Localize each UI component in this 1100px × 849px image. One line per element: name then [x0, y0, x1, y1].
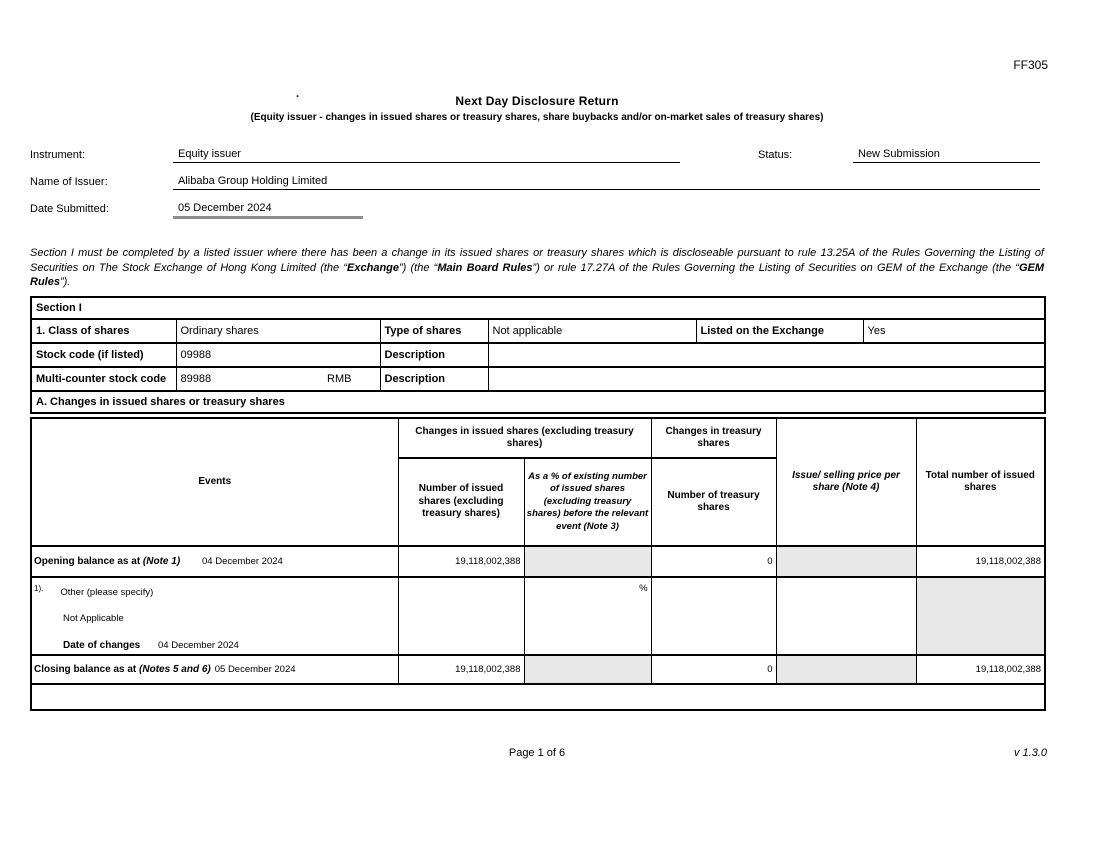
event-index: 1).	[34, 584, 44, 593]
events-column-header: Events	[31, 418, 398, 546]
opening-balance-row	[31, 546, 1045, 577]
event-pct-symbol: %	[524, 577, 651, 655]
changes-table	[30, 417, 1046, 711]
intro-paragraph	[30, 246, 1044, 290]
opening-num-treasury: 0	[651, 546, 776, 577]
event-row	[31, 577, 1045, 655]
form-code: FF305	[1013, 58, 1048, 72]
intro-term-gem-rules: GEM Rules	[30, 261, 1045, 289]
section-a-header: A. Changes in issued shares or treasury shares	[31, 391, 1045, 413]
opening-balance-note: (Note 1)	[142, 556, 181, 567]
event-description-cell	[31, 577, 398, 655]
event-type: Other (please specify)	[60, 587, 154, 598]
total-issued-column-header: Total number of issued shares	[916, 418, 1045, 546]
opening-balance-label: Opening balance as at	[34, 556, 143, 567]
date-submitted-field: 05 December 2024	[173, 201, 363, 219]
closing-balance-label-cell	[31, 655, 398, 684]
closing-num-issued: 19,118,002,388	[398, 655, 524, 684]
section1-header: Section I	[31, 297, 1045, 319]
intro-term-exchange: Exchange	[347, 261, 399, 274]
title-block	[30, 94, 1044, 123]
intro-part-4: ”).	[59, 276, 71, 289]
event-detail: Not Applicable	[63, 613, 124, 624]
multi-description-label: Description	[380, 367, 488, 391]
section1-table	[30, 296, 1046, 414]
intro-part-3: ”) or rule 17.27A of the Rules Governing the Listing of Securities on GEM of the Exchange (the “	[532, 261, 1019, 274]
opening-price-cell-shaded	[776, 546, 916, 577]
closing-pct-cell-shaded	[524, 655, 651, 684]
empty-row-cell	[31, 684, 1045, 710]
stock-code-value: 09988	[176, 343, 380, 367]
multi-counter-label: Multi-counter stock code	[31, 367, 176, 391]
page-number: Page 1 of 6	[508, 747, 566, 759]
closing-balance-note: (Notes 5 and 6)	[139, 664, 211, 675]
instrument-field: Equity issuer	[173, 147, 680, 163]
event-date: 04 December 2024	[158, 640, 239, 651]
listed-on-exchange-value: Yes	[863, 319, 1045, 343]
closing-num-treasury: 0	[651, 655, 776, 684]
issuer-field: Alibaba Group Holding Limited	[173, 174, 1040, 190]
stock-description-value	[488, 343, 1045, 367]
version-label: v 1.3.0	[1013, 747, 1047, 759]
opening-balance-label-cell	[31, 546, 398, 577]
opening-total: 19,118,002,388	[916, 546, 1045, 577]
instrument-label: Instrument:	[30, 149, 86, 161]
empty-row	[31, 684, 1045, 710]
event-num-issued	[398, 577, 524, 655]
opening-pct-cell-shaded	[524, 546, 651, 577]
class-of-shares-value: Ordinary shares	[176, 319, 380, 343]
multi-counter-currency: RMB	[327, 373, 352, 385]
opening-balance-date: 04 December 2024	[202, 556, 283, 567]
changes-treasury-group-header: Changes in treasury shares	[651, 418, 776, 458]
event-num-treasury	[651, 577, 776, 655]
stock-description-label: Description	[380, 343, 488, 367]
num-issued-column-header: Number of issued shares (excluding treasury shares)	[398, 458, 524, 546]
stray-dot-mark: .	[296, 88, 300, 100]
changes-issued-group-header: Changes in issued shares (excluding treasury shares)	[398, 418, 651, 458]
opening-num-issued: 19,118,002,388	[398, 546, 524, 577]
status-label: Status:	[758, 149, 793, 161]
listed-on-exchange-label: Listed on the Exchange	[696, 319, 863, 343]
status-field: New Submission	[853, 147, 1040, 163]
multi-counter-value-cell	[176, 367, 380, 391]
type-of-shares-value: Not applicable	[488, 319, 696, 343]
type-of-shares-label: Type of shares	[380, 319, 488, 343]
intro-term-main-board-rules: Main Board Rules	[437, 261, 533, 274]
closing-balance-row	[31, 655, 1045, 684]
date-submitted-label: Date Submitted:	[30, 203, 109, 215]
class-of-shares-label: 1. Class of shares	[31, 319, 176, 343]
event-date-label: Date of changes	[63, 640, 141, 651]
page-title: Next Day Disclosure Return	[455, 94, 619, 108]
closing-balance-date: 05 December 2024	[214, 664, 296, 675]
event-price	[776, 577, 916, 655]
multi-description-value	[488, 367, 1045, 391]
pct-existing-column-header: As a % of existing number of issued shares (excluding treasury shares) before the relevant event (Note 3)	[524, 458, 651, 546]
multi-counter-code: 89988	[180, 373, 212, 385]
closing-price-cell-shaded	[776, 655, 916, 684]
event-total-cell-shaded	[916, 577, 1045, 655]
stock-code-label: Stock code (if listed)	[31, 343, 176, 367]
closing-balance-label: Closing balance as at	[34, 664, 140, 675]
page-subtitle: (Equity issuer - changes in issued shares or treasury shares, share buybacks and/or on-market sales of treasury shares)	[250, 112, 824, 123]
intro-part-1: Section I must be completed by a listed issuer where there has been a change in its issued shares or treasury shares which is discloseable pursuant to rule 13.25A of the Rules Governing the Listing of Securities on The Stock Exchange of Hong Kong Limited (the “	[30, 247, 1044, 274]
intro-part-2: ”) (the “	[399, 261, 438, 274]
num-treasury-column-header: Number of treasury shares	[651, 458, 776, 546]
closing-total: 19,118,002,388	[916, 655, 1045, 684]
issue-price-column-header: Issue/ selling price per share (Note 4)	[776, 418, 916, 546]
issuer-label: Name of Issuer:	[30, 176, 108, 188]
